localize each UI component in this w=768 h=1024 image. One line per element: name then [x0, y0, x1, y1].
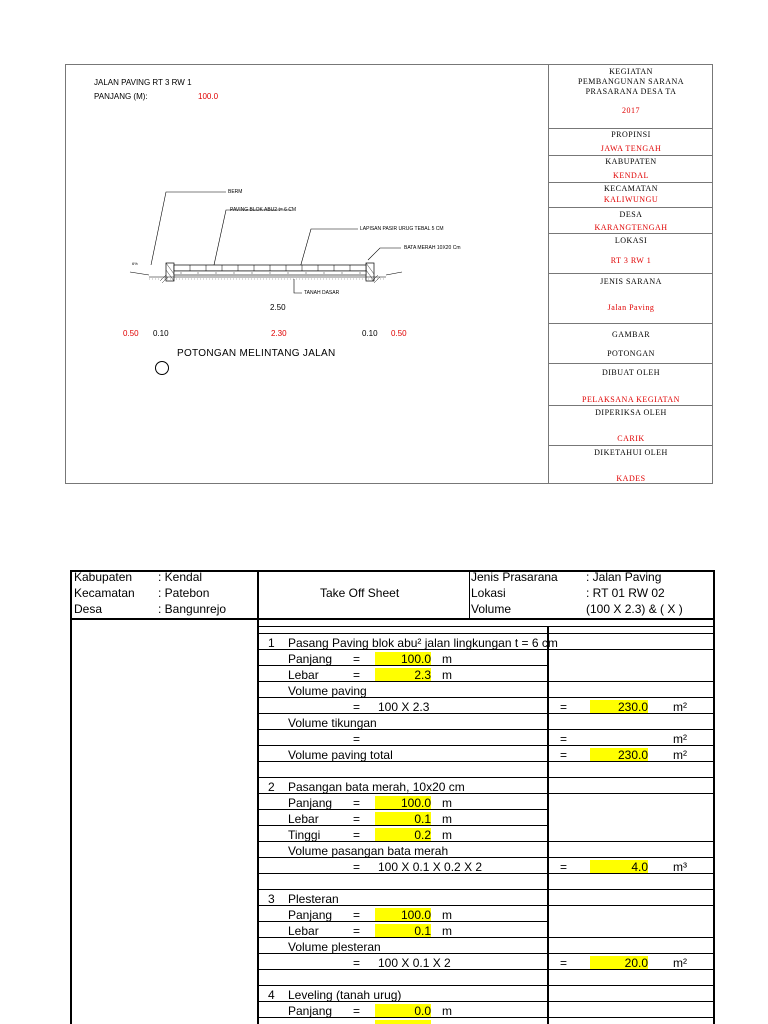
s1-total-value: 230.0 — [617, 748, 648, 762]
brick-leader — [368, 248, 401, 260]
drawing-sheet — [65, 64, 713, 484]
s2-vol-eq2: = — [560, 860, 568, 874]
drawing-area — [66, 65, 549, 484]
tb-kecamatan-label: KECAMATAN — [603, 184, 659, 193]
s1-lebar-eq: = — [353, 668, 361, 682]
s2-panjang-label: Panjang — [288, 796, 333, 810]
s4-panjang-eq: = — [353, 1004, 361, 1018]
s1-vol-label: Volume paving — [288, 684, 367, 698]
tos-kecamatan-label: Kecamatan — [74, 586, 135, 600]
s1-total-label: Volume paving total — [288, 748, 393, 762]
section-marker-circle — [155, 361, 169, 375]
takeoff-sheet — [70, 570, 715, 1024]
s3-num: 3 — [268, 892, 275, 906]
s1-panjang-unit: m — [442, 652, 452, 666]
tb-lokasi-label: LOKASI — [614, 236, 648, 245]
s1-vol-value: 230.0 — [617, 700, 648, 714]
s2-panjang-value: 100.0 — [400, 796, 431, 810]
s4-title: Leveling (tanah urug) — [288, 988, 402, 1002]
s3-vol-unit: m² — [673, 956, 687, 970]
s1-tik-eq: = — [353, 732, 361, 746]
soil-leader — [294, 279, 302, 293]
s2-vol-label: Volume pasangan bata merah — [288, 844, 449, 858]
tb-kecamatan-value: KALIWUNGU — [603, 195, 659, 204]
tb-jenis-value: Jalan Paving — [607, 303, 655, 312]
s1-tik-eq2: = — [560, 732, 568, 746]
s2-title: Pasangan bata merah, 10x20 cm — [288, 780, 465, 794]
s1-tik-unit: m² — [673, 732, 687, 746]
s1-total-eq: = — [560, 748, 568, 762]
s1-vol-unit: m² — [673, 700, 687, 714]
dim-left-inner: 0.10 — [153, 329, 169, 338]
tb-gambar-value: POTONGAN — [607, 349, 655, 358]
s3-panjang-value: 100.0 — [400, 908, 431, 922]
tb-lokasi-value: RT 3 RW 1 — [610, 256, 652, 265]
s3-lebar-eq: = — [353, 924, 361, 938]
tb-header-2: PEMBANGUNAN SARANA — [577, 77, 685, 86]
tb-header-1: KEGIATAN — [609, 67, 653, 76]
s3-vol-formula: 100 X 0.1 X 2 — [378, 956, 451, 970]
tb-diketahui-label: DIKETAHUI OLEH — [594, 448, 668, 457]
title-block — [549, 65, 713, 484]
cross-section-drawing — [66, 65, 549, 365]
s1-lebar-unit: m — [442, 668, 452, 682]
tb-year: 2017 — [622, 106, 640, 115]
s2-num: 2 — [268, 780, 275, 794]
s2-vol-unit: m³ — [673, 860, 687, 874]
s2-tinggi-eq: = — [353, 828, 361, 842]
tos-desa-label: Desa — [74, 602, 103, 616]
s3-lebar-value: 0.1 — [414, 924, 431, 938]
s1-lebar-label: Lebar — [288, 668, 319, 682]
tb-jenis-label: JENIS SARANA — [600, 277, 662, 286]
tb-desa-label: DESA — [619, 210, 643, 219]
left-brick — [166, 263, 174, 281]
s3-vol-label: Volume plesteran — [288, 940, 381, 954]
s3-vol-value: 20.0 — [624, 956, 648, 970]
tb-dibuat-label: DIBUAT OLEH — [601, 368, 660, 377]
s4-num: 4 — [268, 988, 275, 1002]
dim-left-outer: 0.50 — [123, 329, 139, 338]
s2-tinggi-value: 0.2 — [414, 828, 431, 842]
label-slope: 6% — [132, 261, 138, 266]
dim-total: 2.50 — [270, 303, 286, 312]
right-brick — [366, 263, 374, 281]
label-berm: BERM — [228, 189, 243, 195]
s1-vol-eq2: = — [560, 700, 568, 714]
s3-vol-eq2: = — [560, 956, 568, 970]
s3-panjang-unit: m — [442, 908, 452, 922]
label-soil: TANAH DASAR — [304, 290, 340, 296]
tb-diketahui-value: KADES — [616, 474, 646, 483]
tb-kabupaten-value: KENDAL — [613, 171, 649, 180]
s1-panjang-label: Panjang — [288, 652, 333, 666]
project-line: JALAN PAVING RT 3 RW 1 — [94, 78, 192, 87]
s2-vol-formula: 100 X 0.1 X 0.2 X 2 — [378, 860, 483, 874]
s2-panjang-unit: m — [442, 796, 452, 810]
s3-panjang-label: Panjang — [288, 908, 333, 922]
s2-vol-value: 4.0 — [631, 860, 648, 874]
tos-kabupaten-label: Kabupaten — [74, 570, 133, 584]
dim-center: 2.30 — [271, 329, 287, 338]
dim-right-inner: 0.10 — [362, 329, 378, 338]
s3-lebar-unit: m — [442, 924, 452, 938]
s4-panjang-value: 0.0 — [414, 1004, 431, 1018]
tb-desa-value: KARANGTENGAH — [594, 223, 668, 232]
tos-desa-value: : Bangunrejo — [158, 602, 227, 616]
s4-next-highlight — [375, 1020, 431, 1024]
s1-panjang-value: 100.0 — [400, 652, 431, 666]
s2-lebar-eq: = — [353, 812, 361, 826]
tos-volume-label: Volume — [471, 602, 512, 616]
length-label: PANJANG (M): — [94, 92, 148, 101]
s2-tinggi-label: Tinggi — [288, 828, 321, 842]
tb-propinsi-value: JAWA TENGAH — [600, 144, 662, 153]
berm-leader — [151, 192, 226, 265]
section-title: POTONGAN MELINTANG JALAN — [177, 348, 336, 359]
tb-dibuat-value: PELAKSANA KEGIATAN — [582, 395, 680, 404]
s3-panjang-eq: = — [353, 908, 361, 922]
dim-right-outer: 0.50 — [391, 329, 407, 338]
s3-lebar-label: Lebar — [288, 924, 319, 938]
tb-diperiksa-value: CARIK — [617, 434, 645, 443]
s1-lebar-value: 2.3 — [414, 668, 431, 682]
tos-jenis-value: : Jalan Paving — [586, 570, 662, 584]
s2-panjang-eq: = — [353, 796, 361, 810]
tb-diperiksa-label: DIPERIKSA OLEH — [595, 408, 667, 417]
tos-jenis-label: Jenis Prasarana — [471, 570, 558, 584]
s1-tik-label: Volume tikungan — [288, 716, 377, 730]
s2-vol-eq: = — [353, 860, 361, 874]
tb-propinsi-label: PROPINSI — [611, 130, 651, 139]
label-sand: LAPISAN PASIR URUG TEBAL 5 CM — [360, 226, 444, 232]
s3-title: Plesteran — [288, 892, 339, 906]
s3-vol-eq: = — [353, 956, 361, 970]
label-paving: PAVING BLOK ABU2 t= 6 CM — [230, 207, 297, 213]
label-brick: BATA MERAH 10X20 Cm — [404, 245, 461, 251]
tb-kabupaten-label: KABUPATEN — [605, 157, 657, 166]
tb-header-3: PRASARANA DESA TA — [585, 87, 677, 96]
s2-lebar-value: 0.1 — [414, 812, 431, 826]
s1-title: Pasang Paving blok abu² jalan lingkungan t = 6 cm — [288, 636, 558, 650]
s2-tinggi-unit: m — [442, 828, 452, 842]
tos-kabupaten-value: : Kendal — [158, 570, 203, 584]
s2-lebar-unit: m — [442, 812, 452, 826]
tos-kecamatan-value: : Patebon — [158, 586, 210, 600]
tos-volume-value: (100 X 2.3) & ( X ) — [586, 602, 683, 616]
tos-lokasi-label: Lokasi — [471, 586, 506, 600]
s1-num: 1 — [268, 636, 275, 650]
length-value: 100.0 — [198, 92, 219, 101]
tb-gambar-label: GAMBAR — [611, 330, 651, 339]
s1-panjang-eq: = — [353, 652, 361, 666]
s1-vol-eq: = — [353, 700, 361, 714]
tos-lokasi-value: : RT 01 RW 02 — [586, 586, 665, 600]
s1-vol-formula: 100 X 2.3 — [378, 700, 430, 714]
paving-leader — [214, 210, 291, 265]
s1-total-unit: m² — [673, 748, 687, 762]
s4-panjang-label: Panjang — [288, 1004, 333, 1018]
s4-panjang-unit: m — [442, 1004, 452, 1018]
tos-title: Take Off Sheet — [320, 586, 400, 600]
s2-lebar-label: Lebar — [288, 812, 319, 826]
